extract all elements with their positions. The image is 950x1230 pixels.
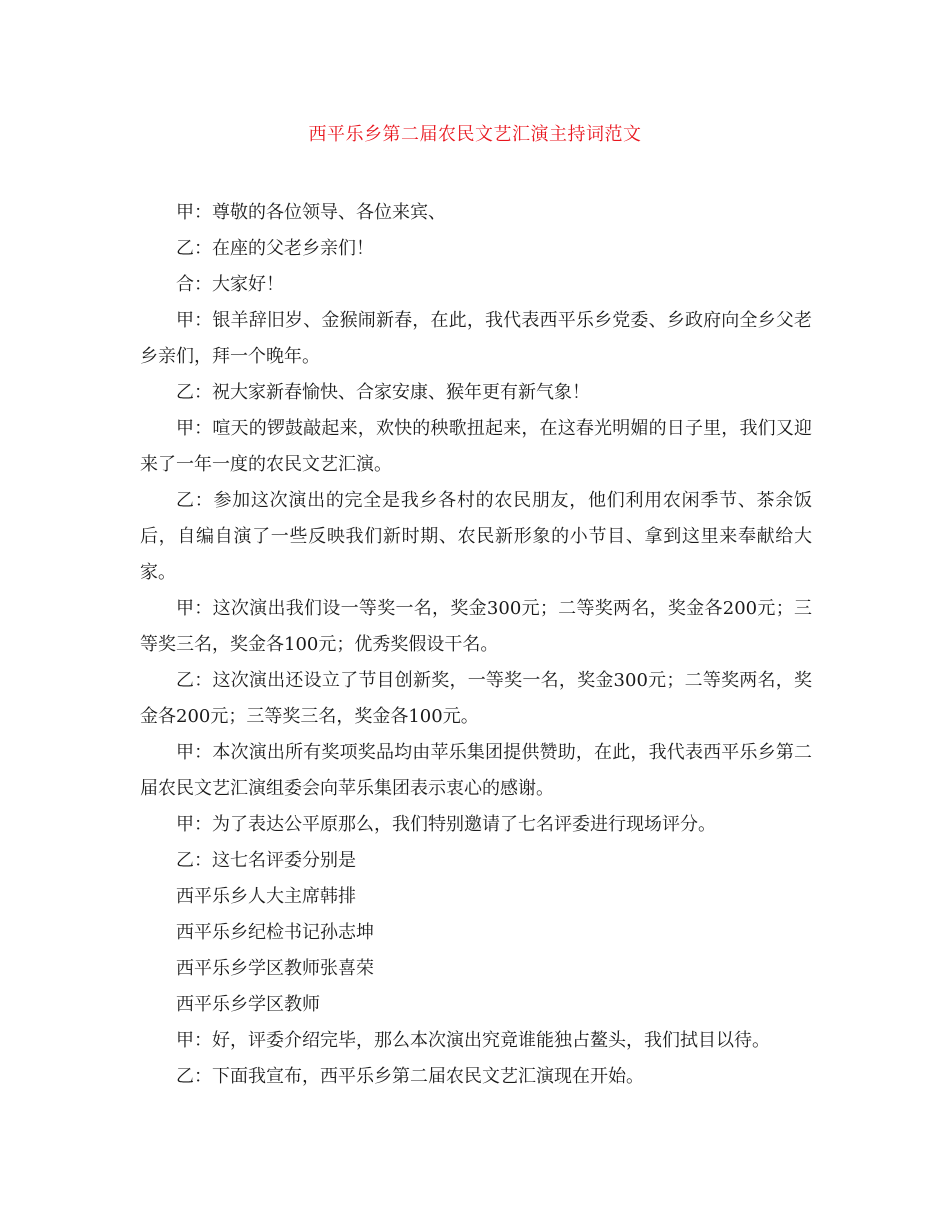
paragraph: 甲：尊敬的各位领导、各位来宾、 <box>176 202 446 223</box>
judge-name-line: 西平乐乡学区教师张喜荣 <box>176 958 374 979</box>
paragraph: 合：大家好！ <box>176 274 284 295</box>
paragraph: 乙：下面我宣布，西平乐乡第二届农民文艺汇演现在开始。 <box>176 1066 644 1087</box>
paragraph: 乙：在座的父老乡亲们！ <box>176 238 374 259</box>
paragraph: 甲：好，评委介绍完毕，那么本次演出究竟谁能独占鳌头，我们拭目以待。 <box>176 1030 770 1051</box>
paragraph: 甲：为了表达公平原那么，我们特别邀请了七名评委进行现场评分。 <box>176 814 716 835</box>
paragraph: 甲：喧天的锣鼓敲起来，欢快的秧歌扭起来，在这春光明媚的日子里，我们又迎来了一年一度的农民文艺汇演。 <box>140 418 812 475</box>
paragraph: 甲：银羊辞旧岁、金猴闹新春，在此，我代表西平乐乡党委、乡政府向全乡父老乡亲们，拜一个晚年。 <box>140 310 812 367</box>
paragraph: 乙：参加这次演出的完全是我乡各村的农民朋友，他们利用农闲季节、茶余饭后，自编自演了一些反映我们新时期、农民新形象的小节目、拿到这里来奉献给大家。 <box>140 490 812 583</box>
paragraph: 乙：祝大家新春愉快、合家安康、猴年更有新气象！ <box>176 382 590 403</box>
document-body <box>140 195 812 1095</box>
judge-name-line: 西平乐乡学区教师 <box>176 994 320 1015</box>
document-title: 西平乐乡第二届农民文艺汇演主持词范文 <box>308 124 642 145</box>
paragraph: 甲：这次演出我们设一等奖一名，奖金300元；二等奖两名，奖金各200元；三等奖三名，奖金各100元；优秀奖假设干名。 <box>140 598 812 655</box>
paragraph: 乙：这七名评委分别是 <box>176 850 356 871</box>
paragraph: 乙：这次演出还设立了节目创新奖，一等奖一名，奖金300元；二等奖两名，奖金各200元；三等奖三名，奖金各100元。 <box>140 670 812 727</box>
paragraph: 甲：本次演出所有奖项奖品均由苹乐集团提供赞助，在此，我代表西平乐乡第二届农民文艺汇演组委会向苹乐集团表示衷心的感谢。 <box>140 742 812 799</box>
judge-name-line: 西平乐乡纪检书记孙志坤 <box>176 922 374 943</box>
judge-name-line: 西平乐乡人大主席韩排 <box>176 886 356 907</box>
